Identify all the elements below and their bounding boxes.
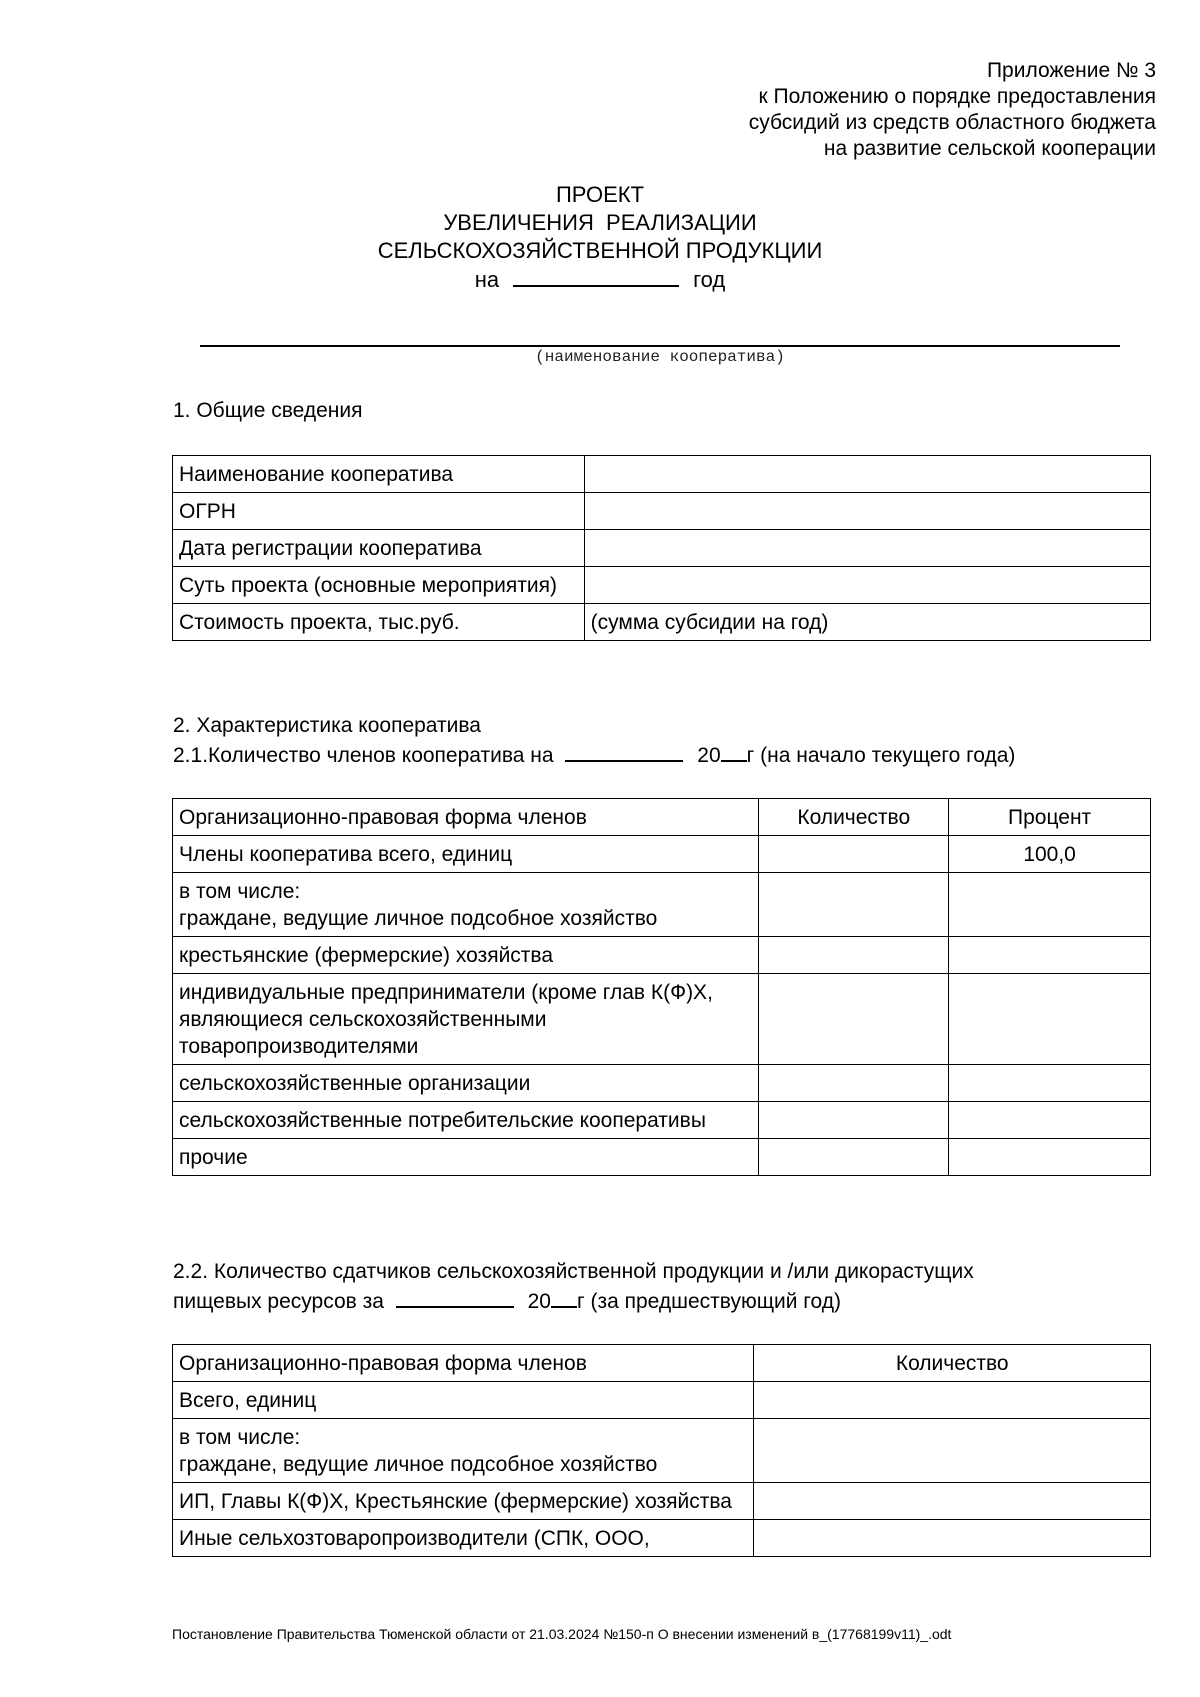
table-row (173, 1520, 1151, 1557)
section2-1-heading (173, 740, 1015, 770)
document-title (0, 181, 1200, 294)
row-label: сельскохозяйственные потребительские кооперативы (173, 1102, 759, 1139)
sub2-suffix: г (за предшествующий год) (576, 1290, 841, 1313)
row-count[interactable] (759, 873, 949, 937)
document-footer: Постановление Правительства Тюменской области от 21.03.2024 №150-п О внесении изменений в_(17768199v11)_.odt (172, 1626, 952, 1642)
row-percent[interactable] (949, 937, 1151, 974)
row-count[interactable] (759, 836, 949, 873)
year-prefix: на (474, 267, 500, 292)
sub1-suffix: г (на начало текущего года) (746, 744, 1016, 767)
row-count[interactable] (759, 1102, 949, 1139)
table-row (173, 456, 1151, 493)
header-form: Организационно-правовая форма членов (173, 799, 759, 836)
section2-heading: 2. Характеристика кооператива (173, 714, 481, 737)
appendix-note (749, 58, 1156, 162)
date-blank[interactable] (565, 740, 683, 762)
year-blank[interactable] (513, 265, 679, 287)
section2-2-heading-line1: 2.2. Количество сдатчиков сельскохозяйственной продукции и /или дикорастущих (173, 1260, 974, 1283)
table-header-row (173, 1345, 1151, 1382)
table-row (173, 1065, 1151, 1102)
table-row (173, 493, 1151, 530)
year-digits-blank[interactable] (551, 1286, 577, 1308)
table-row (173, 1483, 1151, 1520)
table-row (173, 1139, 1151, 1176)
appendix-line-1: Приложение № 3 (986, 59, 1156, 82)
year-suffix: год (693, 267, 726, 292)
table-row (173, 974, 1151, 1065)
row-label: Иные сельхозтоваропроизводители (СПК, ООО, (173, 1520, 754, 1557)
sub1-prefix: 2.1.Количество членов кооператива на (173, 744, 554, 767)
row-label: прочие (173, 1139, 759, 1176)
row-value[interactable] (584, 456, 1150, 493)
header-percent: Процент (949, 799, 1151, 836)
table-header-row (173, 799, 1151, 836)
row-label: сельскохозяйственные организации (173, 1065, 759, 1102)
table-row (173, 1419, 1151, 1483)
row-percent[interactable] (949, 1102, 1151, 1139)
suppliers-table (172, 1344, 1151, 1557)
row-value[interactable] (584, 567, 1150, 604)
row-value[interactable] (584, 530, 1150, 567)
row-count[interactable] (754, 1419, 1151, 1483)
row-percent[interactable] (949, 974, 1151, 1065)
row-value[interactable]: (сумма субсидии на год) (584, 604, 1150, 641)
row-label: в том числе: граждане, ведущие личное подсобное хозяйство (173, 873, 759, 937)
appendix-line-4: на развитие сельской кооперации (823, 137, 1156, 160)
row-percent[interactable] (949, 1139, 1151, 1176)
table-row (173, 1102, 1151, 1139)
section2-2-heading-line2 (173, 1286, 841, 1316)
row-value[interactable] (584, 493, 1150, 530)
table-row (173, 873, 1151, 937)
cooperative-name-line[interactable] (200, 345, 1120, 347)
appendix-line-3: субсидий из средств областного бюджета (748, 111, 1156, 134)
section1-heading: 1. Общие сведения (173, 399, 363, 422)
sub2-year: 20 (527, 1290, 551, 1313)
table-row (173, 567, 1151, 604)
row-label: Суть проекта (основные мероприятия) (173, 567, 585, 604)
table-row (173, 530, 1151, 567)
title-line-2: УВЕЛИЧЕНИЯ РЕАЛИЗАЦИИ (443, 210, 757, 235)
row-percent[interactable] (949, 1065, 1151, 1102)
row-label: ИП, Главы К(Ф)Х, Крестьянские (фермерские) хозяйства (173, 1483, 754, 1520)
row-count[interactable] (759, 937, 949, 974)
table-row (173, 1382, 1151, 1419)
row-count[interactable] (759, 1139, 949, 1176)
row-label: Члены кооператива всего, единиц (173, 836, 759, 873)
header-count: Количество (754, 1345, 1151, 1382)
row-count[interactable] (754, 1382, 1151, 1419)
title-year-line (0, 265, 1200, 294)
table-row (173, 836, 1151, 873)
row-label: в том числе: граждане, ведущие личное подсобное хозяйство (173, 1419, 754, 1483)
period-blank[interactable] (396, 1286, 514, 1308)
row-count[interactable] (759, 974, 949, 1065)
table-row (173, 604, 1151, 641)
row-count[interactable] (754, 1520, 1151, 1557)
row-label: Наименование кооператива (173, 456, 585, 493)
cooperative-name-caption: (наименование кооператива) (535, 348, 785, 366)
header-count: Количество (759, 799, 949, 836)
row-label: крестьянские (фермерские) хозяйства (173, 937, 759, 974)
appendix-line-2: к Положению о порядке предоставления (758, 85, 1156, 108)
general-info-table (172, 455, 1151, 641)
row-percent[interactable] (949, 873, 1151, 937)
sub1-year: 20 (697, 744, 721, 767)
sub2-prefix: пищевых ресурсов за (173, 1290, 384, 1313)
year-digits-blank[interactable] (721, 740, 747, 762)
title-line-3: СЕЛЬСКОХОЗЯЙСТВЕННОЙ ПРОДУКЦИИ (377, 238, 823, 263)
row-count[interactable] (759, 1065, 949, 1102)
row-label: Стоимость проекта, тыс.руб. (173, 604, 585, 641)
row-label: Всего, единиц (173, 1382, 754, 1419)
row-label: индивидуальные предприниматели (кроме глав К(Ф)Х, являющиеся сельскохозяйственными товаропроизводителями (173, 974, 759, 1065)
row-count[interactable] (754, 1483, 1151, 1520)
row-label: Дата регистрации кооператива (173, 530, 585, 567)
table-row (173, 937, 1151, 974)
header-form: Организационно-правовая форма членов (173, 1345, 754, 1382)
row-percent[interactable]: 100,0 (949, 836, 1151, 873)
row-label: ОГРН (173, 493, 585, 530)
members-table (172, 798, 1151, 1176)
title-line-1: ПРОЕКТ (555, 182, 645, 207)
